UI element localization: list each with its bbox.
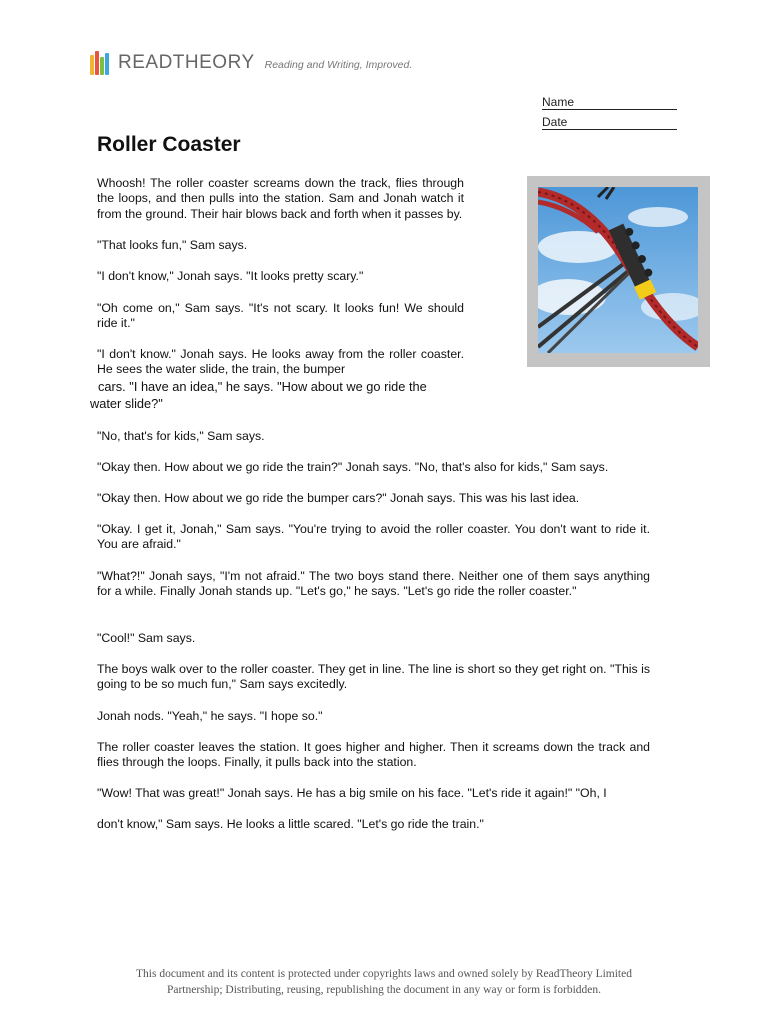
- story-paragraph: "Okay. I get it, Jonah," Sam says. "You're trying to avoid the roller coaster. You don't want to ride it. You are afraid.": [97, 522, 650, 552]
- story-paragraph: "I don't know." Jonah says. He looks away from the roller coaster. He sees the water slide, the train, the bumper: [97, 347, 464, 377]
- books-logo-icon: [90, 51, 112, 75]
- roller-coaster-photo: [538, 187, 698, 353]
- story-paragraph: "That looks fun," Sam says.: [97, 238, 248, 252]
- copyright-footer: [0, 966, 768, 998]
- name-field[interactable]: Name: [542, 95, 677, 110]
- story-paragraph: "Okay then. How about we go ride the train?" Jonah says. "No, that's also for kids," Sam says.: [97, 460, 609, 474]
- story-paragraph: The roller coaster leaves the station. It goes higher and higher. Then it screams down the track and flies through the loops. Finally, it pulls back into the station.: [97, 740, 650, 770]
- story-paragraph: "Wow! That was great!" Jonah says. He has a big smile on his face. "Let's ride it again!" "Oh, I: [97, 786, 607, 800]
- story-paragraph: "Oh come on," Sam says. "It's not scary. It looks fun! We should ride it.": [97, 301, 464, 331]
- story-paragraph: water slide?": [90, 396, 163, 411]
- story-paragraph: "What?!" Jonah says, "I'm not afraid." The two boys stand there. Neither one of them says anything for a while. Finally Jonah stands up. "Let's go," he says. "Let's go ride the roller coaster.": [97, 569, 650, 599]
- story-paragraph: don't know," Sam says. He looks a little scared. "Let's go ride the train.": [97, 817, 484, 831]
- copyright-line: Partnership; Distributing, reusing, republishing the document in any way or form is forbidden.: [166, 984, 602, 996]
- story-title: Roller Coaster: [97, 133, 241, 156]
- readtheory-logo: [90, 50, 412, 76]
- story-paragraph: "No, that's for kids," Sam says.: [97, 429, 265, 443]
- brand-name: READTHEORY: [118, 52, 255, 73]
- story-paragraph: cars. "I have an idea," he says. "How about we go ride the: [98, 379, 427, 394]
- copyright-line: This document and its content is protected under copyrights laws and owned solely by ReadTheory Limited: [136, 968, 632, 980]
- story-paragraph: "Okay then. How about we go ride the bumper cars?" Jonah says. This was his last idea.: [97, 491, 580, 505]
- roller-coaster-photo-frame: [527, 176, 710, 367]
- brand-tagline: Reading and Writing, Improved.: [264, 59, 413, 71]
- story-paragraph: The boys walk over to the roller coaster. They get in line. The line is short so they get right on. "This is going to be so much fun," Sam says excitedly.: [97, 662, 650, 692]
- story-paragraph: Jonah nods. "Yeah," he says. "I hope so.": [97, 709, 323, 723]
- story-paragraph: "Cool!" Sam says.: [97, 631, 196, 645]
- date-field[interactable]: Date: [542, 115, 677, 130]
- story-paragraph: Whoosh! The roller coaster screams down the track, flies through the loops, and then pulls into the station. Sam and Jonah watch it from the ground. Their hair blows back and forth when it passes by.: [97, 176, 464, 221]
- story-paragraph: "I don't know," Jonah says. "It looks pretty scary.": [97, 269, 364, 283]
